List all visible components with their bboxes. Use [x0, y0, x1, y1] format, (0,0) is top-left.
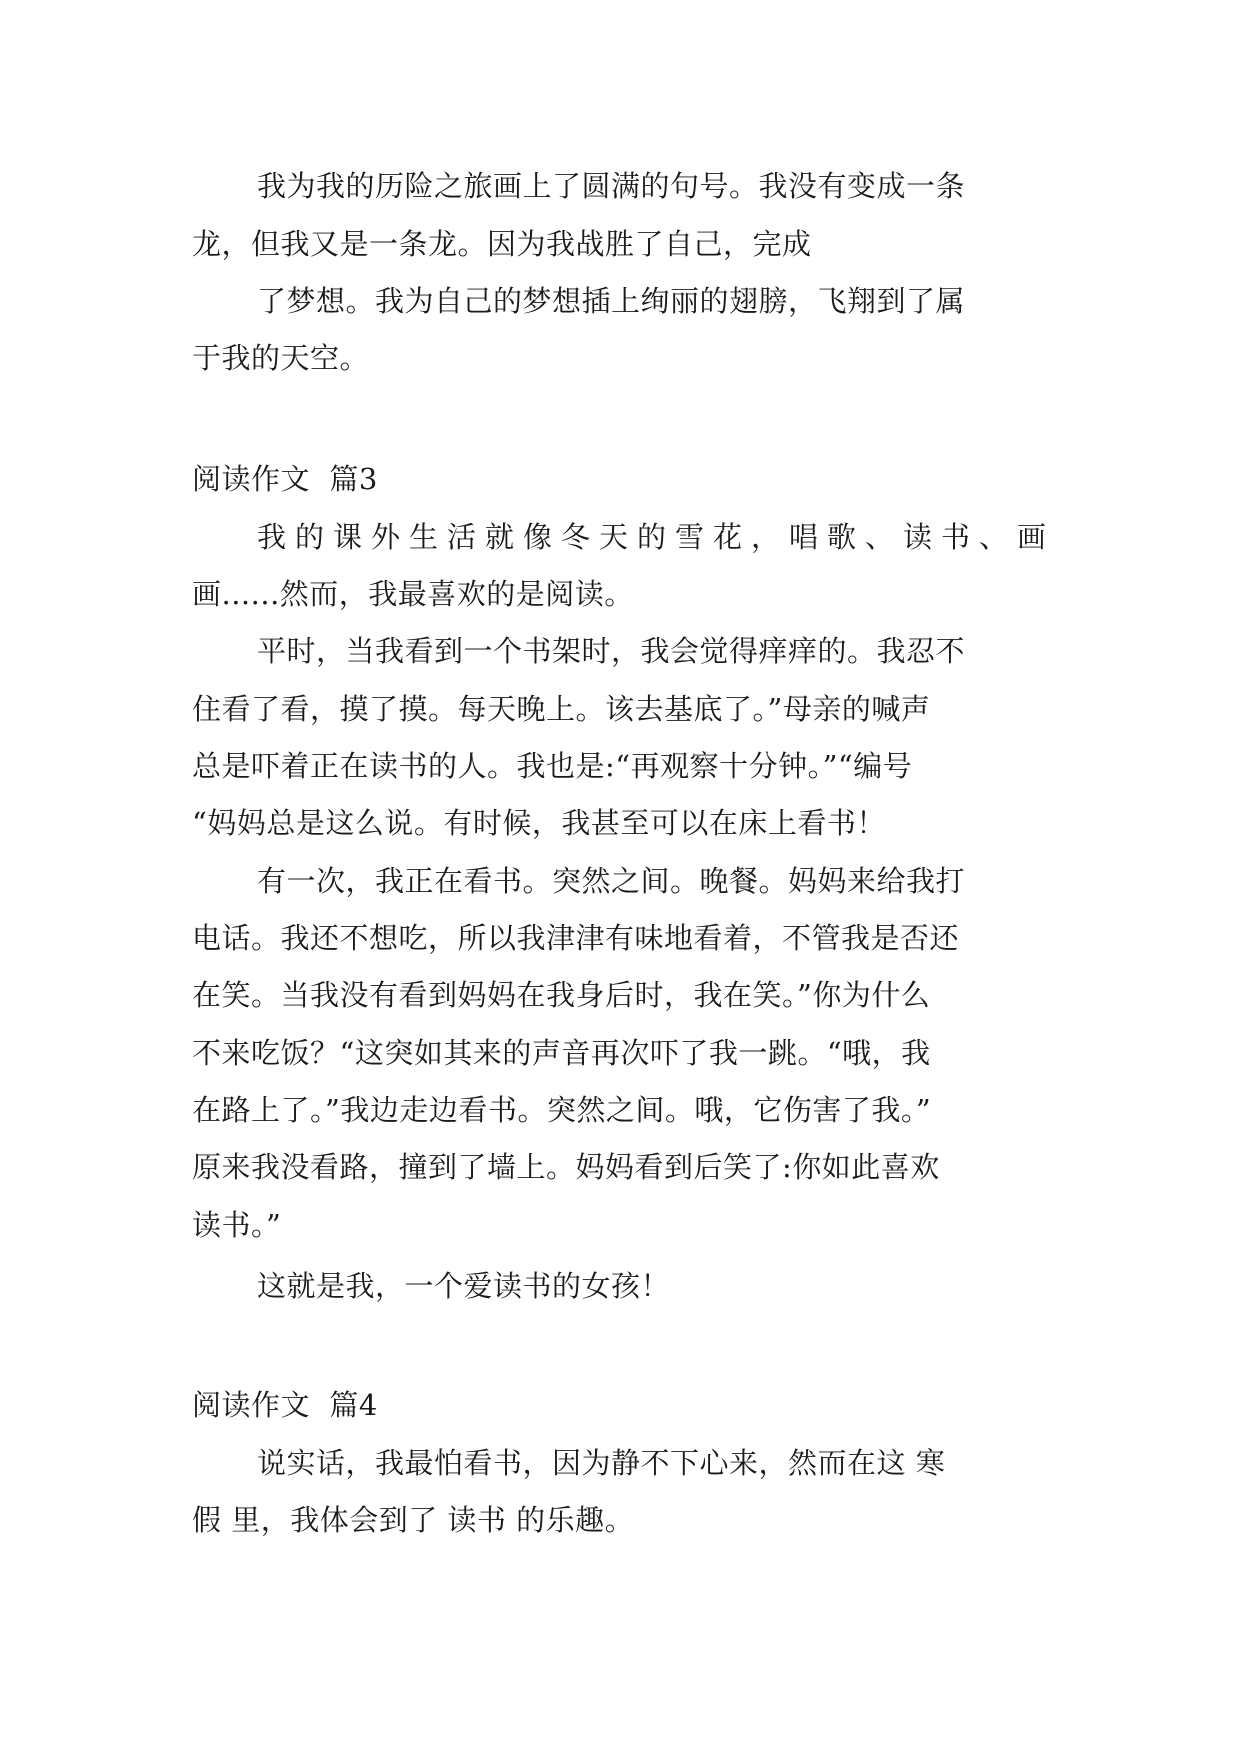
text-line: 假 里，我体会到了 读书 的乐趣。	[192, 1503, 635, 1537]
text-line: 平时，当我看到一个书架时，我会觉得痒痒的。我忍不	[257, 634, 966, 668]
text-line: 住看了看，摸了摸。每天晚上。该去基底了。”母亲的喊声	[192, 692, 931, 726]
text-line: 说实话，我最怕看书，因为静不下心来，然而在这 寒	[257, 1446, 946, 1480]
text-line: 读书。”	[192, 1208, 282, 1242]
text-line: 了梦想。我为自己的梦想插上绚丽的翅膀，飞翔到了属	[257, 284, 966, 318]
text-line: 龙，但我又是一条龙。因为我战胜了自己，完成	[192, 227, 812, 261]
text-line: 电话。我还不想吃，所以我津津有味地看着，不管我是否还	[192, 921, 960, 955]
text-line: 有一次，我正在看书。突然之间。晚餐。妈妈来给我打	[257, 864, 966, 898]
text-line: 于我的天空。	[192, 341, 370, 375]
text-line: 我为我的历险之旅画上了圆满的句号。我没有变成一条	[257, 169, 966, 203]
text-line: 画......然而，我最喜欢的是阅读。	[192, 577, 634, 611]
text-line: “妈妈总是这么说。有时候，我甚至可以在床上看书！	[192, 806, 886, 840]
text-line: 在笑。当我没有看到妈妈在我身后时，我在笑。”你为什么	[192, 978, 931, 1012]
text-line: 原来我没看路，撞到了墙上。妈妈看到后笑了:你如此喜欢	[192, 1150, 940, 1184]
section-heading: 阅读作文 篇3	[192, 462, 378, 496]
text-line: 在路上了。”我边走边看书。突然之间。哦，它伤害了我。”	[192, 1093, 932, 1127]
text-line: 总是吓着正在读书的人。我也是:“再观察十分钟。”“编号	[192, 749, 913, 783]
text-line: 不来吃饭？“这突如其来的声音再次吓了我一跳。“哦，我	[192, 1036, 931, 1070]
text-line: 这就是我，一个爱读书的女孩！	[257, 1269, 671, 1303]
section-heading: 阅读作文 篇4	[192, 1388, 378, 1422]
text-line: 我的课外生活就像冬天的雪花，唱歌、读书、画	[257, 520, 1056, 554]
